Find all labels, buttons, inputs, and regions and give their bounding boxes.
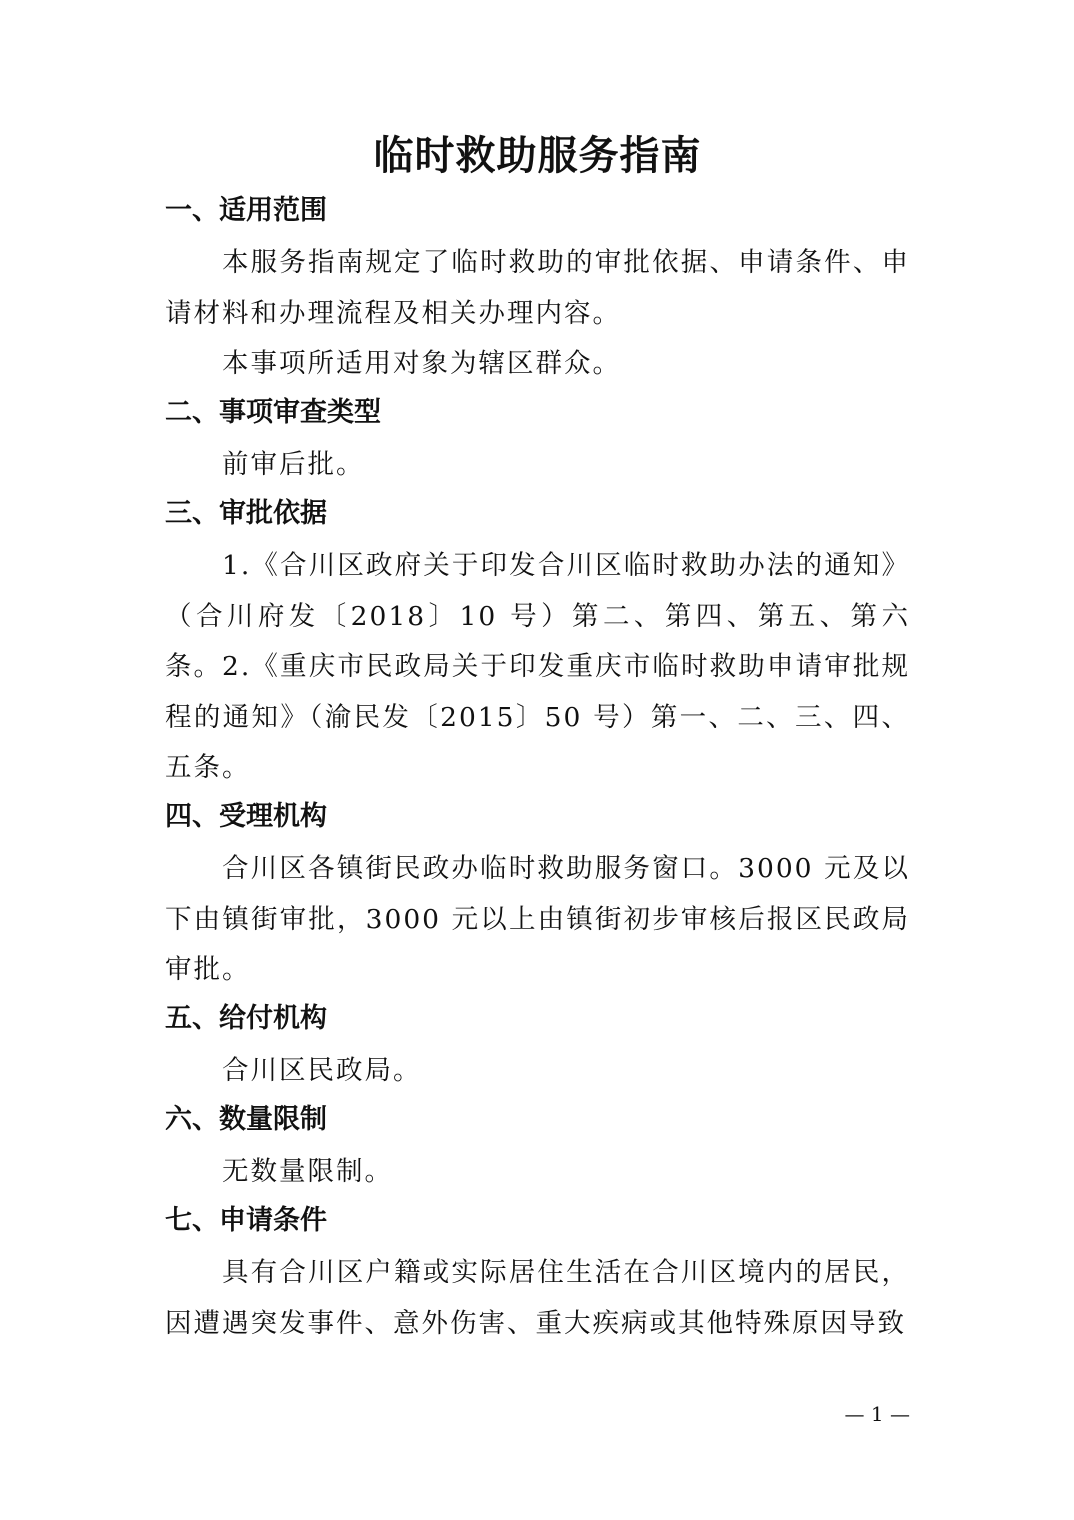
section-heading-approval-basis: 三、审批依据	[165, 498, 327, 529]
paragraph-scope-target: 本事项所适用对象为辖区群众。	[222, 348, 621, 379]
paragraph-application-conditions: 具有合川区户籍或实际居住生活在合川区境内的居民，因遭遇突发事件、意外伤害、重大疾病或其他特殊原因导致	[165, 1257, 910, 1339]
section-heading-payment-agency: 五、给付机构	[165, 1003, 327, 1034]
section-heading-review-type: 二、事项审查类型	[165, 397, 381, 428]
paragraph-payment-agency: 合川区民政局。	[222, 1055, 422, 1086]
document-page	[165, 0, 910, 1520]
paragraph-basis-2: 2.《重庆市民政局关于印发重庆市临时救助申请审批规程的通知》（渝民发〔2015〕50 号）第一、二、三、四、五条。	[165, 651, 910, 783]
section-heading-application-conditions: 七、申请条件	[165, 1205, 327, 1236]
paragraph-review-type: 前审后批。	[222, 449, 365, 480]
document-title: 临时救助服务指南	[373, 132, 702, 179]
section-heading-scope: 一、适用范围	[165, 195, 327, 226]
section-heading-accepting-agency: 四、受理机构	[165, 801, 327, 832]
paragraph-basis-1: 1.《合川区政府关于印发合川区临时救助办法的通知》（合川府发〔2018〕10 号）第二、第四、第五、第六条。	[165, 550, 910, 682]
paragraph-accepting-agency: 合川区各镇街民政办临时救助服务窗口。3000 元及以下由镇街审批，3000 元以上由镇街初步审核后报区民政局审批。	[165, 853, 910, 985]
page-number: — 1 —	[844, 1402, 910, 1426]
paragraph-quantity-limit: 无数量限制。	[222, 1156, 393, 1187]
paragraph-scope-description: 本服务指南规定了临时救助的审批依据、申请条件、申请材料和办理流程及相关办理内容。	[165, 247, 910, 329]
section-heading-quantity-limit: 六、数量限制	[165, 1104, 327, 1135]
